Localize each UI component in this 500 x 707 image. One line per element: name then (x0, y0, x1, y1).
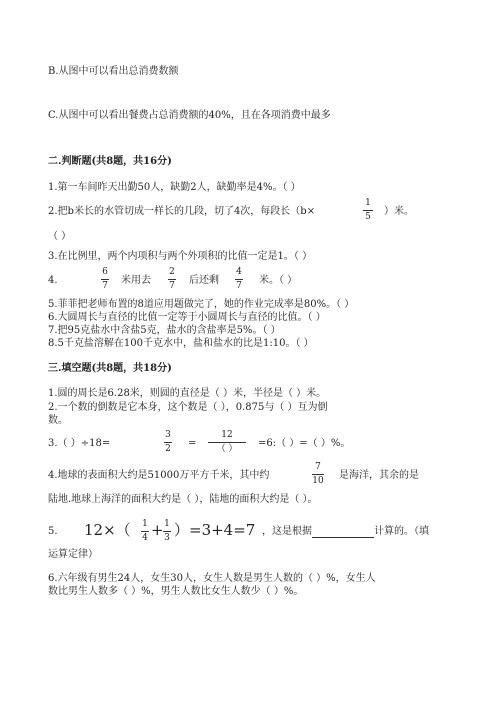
s2-q5: 5.菲菲把老师布置的8道应用题做完了，她的作业完成率是80%。（ ） (48, 299, 355, 310)
s3-q5-formula-b: ）=3+4=7 (174, 521, 256, 539)
fraction-numerator: 4 (236, 267, 242, 277)
s2-q4-end: 米。（ ） (259, 275, 298, 286)
s3-q3-end: =6:（ ）=（ ）%。 (258, 438, 351, 449)
fraction-numerator: 12 (221, 430, 233, 440)
fraction-denominator: 3 (164, 533, 170, 543)
section3-title: 三.填空题(共8题，共18分) (48, 363, 172, 374)
s3-q6-line1: 6.六年级有男生24人，女生30人，女生人数是男生人数的（ ）%，女生人 (48, 573, 376, 584)
s3-q5-formula-a: 12×（ (84, 521, 131, 539)
s3-q3-fraction-1 (164, 430, 172, 455)
s2-q4-fraction-2 (168, 267, 176, 292)
fraction-denominator: 10 (312, 476, 324, 486)
s2-q2-line2: （ ） (48, 231, 72, 242)
s3-q4-b: 是海洋，其余的是 (339, 470, 419, 481)
fraction-denominator: 4 (142, 533, 148, 543)
s3-q5-fraction-1 (141, 519, 149, 544)
option-c: C.从图中可以看出餐费占总消费额的40%，且在各项消费中最多 (48, 110, 331, 121)
s2-q4-fraction-1 (101, 267, 109, 292)
s3-q4-c: 陆地.地球上海洋的面积大约是（ ），陆地的面积大约是（ ）。 (48, 494, 318, 505)
s2-q1: 1.第一车间昨天出勤50人，缺勤2人，缺勤率是4%。（ ） (48, 182, 301, 193)
s2-q4-mid2: 后还剩 (189, 275, 219, 286)
fraction-denominator: 7 (102, 281, 108, 291)
s2-q8: 8.5千克盐溶解在100千克水中，盐和盐水的比是1:10。（ ） (48, 338, 314, 349)
s2-q4-fraction-3 (235, 267, 243, 292)
s3-q5-plus: + (151, 521, 164, 539)
s3-q1: 1.圆的周长是6.28米，则圆的直径是（ ）米，半径是（ ）米。 (48, 388, 327, 399)
fraction-numerator: 3 (165, 430, 171, 440)
s3-q5-tail-text: ，这是根据 (262, 526, 312, 537)
s2-q2-fraction (363, 198, 373, 223)
s2-q2-text-b: ）米。 (384, 206, 414, 217)
fraction-denominator: 7 (169, 281, 175, 291)
option-b: B.从图中可以看出总消费数额 (48, 66, 179, 77)
fraction-denominator: 2 (165, 444, 171, 454)
s2-q2-num: 1 (365, 198, 371, 208)
fraction-numerator: 1 (164, 519, 170, 529)
s3-q5-tail (262, 525, 429, 538)
fraction-numerator: 6 (102, 267, 108, 277)
answer-blank[interactable] (312, 527, 374, 538)
s2-q2-text-a: 2.把b米长的水管切成一样长的几段，切了4次，每段长（b× (48, 206, 316, 217)
s3-q4-a: 4.地球的表面积大约是51000万平方千米，其中约 (48, 470, 270, 481)
fraction-denominator: （ ） (216, 444, 238, 454)
fraction-numerator: 1 (142, 519, 148, 529)
s3-q2-line1: 2.一个数的倒数是它本身，这个数是（ ），0.875与（ ）互为倒 (48, 402, 328, 413)
s2-q2-line1 (48, 205, 315, 218)
s3-q5-c: 运算定律） (48, 549, 98, 560)
s3-q6-line2: 数比男生人数多（ ）%，男生人数比女生人数少（ ）%。 (48, 586, 304, 597)
s3-q5-tail-text2: 计算的。（填 (374, 526, 429, 537)
fraction-numerator: 2 (169, 267, 175, 277)
s2-q4-label: 4. (48, 275, 58, 286)
s2-q2-den: 5 (365, 212, 371, 222)
section2-title: 二.判断题(共8题，共16分) (48, 156, 172, 167)
fraction-denominator: 7 (236, 281, 242, 291)
s3-q3-fraction-2 (208, 430, 246, 455)
s3-q5-label: 5. (48, 526, 58, 537)
s3-q4-fraction (312, 462, 324, 487)
s3-q5-fraction-2 (163, 519, 171, 544)
s3-q3-eq: = (188, 438, 197, 449)
fraction-numerator: 7 (315, 462, 321, 472)
s3-q2-line2: 数。 (48, 415, 68, 426)
s2-q3: 3.在比例里，两个内项积与两个外项积的比值一定是1。（ ） (48, 251, 313, 262)
s2-q4-mid1: 米用去 (121, 275, 151, 286)
s2-q7: 7.把95克盐水中含盐5克，盐水的含盐率是5%。（ ） (48, 325, 281, 336)
s2-q6: 6.大圆周长与直径的比值一定等于小圆周长与直径的比值。（ ） (48, 312, 326, 323)
s3-q3-a: 3.（ ）÷18= (48, 438, 111, 449)
